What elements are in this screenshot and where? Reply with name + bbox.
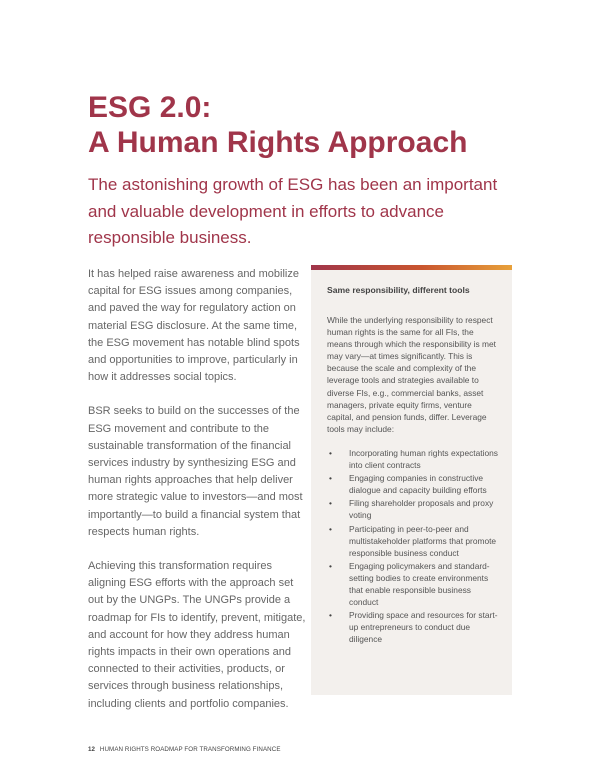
sidebar-box [311, 265, 512, 695]
bullet-icon: • [329, 523, 332, 534]
body-paragraph-3: Achieving this transformation requires aligning ESG efforts with the approach set out by the UNGPs. The UNGPs provide a roadmap for FIs to identify, prevent, mitigate, and account for how they address human rights impacts in their own operations and connected to their activities, products, or services through business relationships, including clients and portfolio companies. [88, 560, 306, 710]
page-number: 12 [88, 746, 96, 753]
body-paragraph-1: It has helped raise awareness and mobilize capital for ESG issues among companies, and paved the way for regulatory action on material ESG disclosure. At the same time, the ESG movement has notable blind spots and opportunities to improve, particularly in how it addresses social topics. [88, 268, 300, 384]
bullet-icon: • [329, 498, 332, 509]
title-line-2: A Human Rights Approach [88, 126, 468, 159]
list-item [327, 447, 500, 471]
running-title: HUMAN RIGHTS ROADMAP FOR TRANSFORMING FINANCE [99, 746, 281, 753]
list-item-text: Filing shareholder proposals and proxy voting [349, 498, 494, 521]
list-item [327, 609, 500, 645]
intro-paragraph: The astonishing growth of ESG has been an important and valuable development in efforts to advance responsible business. [88, 175, 498, 247]
body-paragraph-2: BSR seeks to build on the successes of the ESG movement and contribute to the sustainable transformation of the financial services industry by synthesizing ESG and human rights approaches that help deliver more strategic value to investors—and most importantly—to build a financial system that respects human rights. [88, 405, 303, 538]
sidebar-heading: Same responsibility, different tools [327, 285, 470, 295]
list-item [327, 497, 500, 521]
list-item-text: Participating in peer-to-peer and multistakeholder platforms that promote responsible business conduct [349, 523, 497, 558]
list-item-text: Engaging companies in constructive dialogue and capacity building efforts [349, 473, 487, 496]
bullet-icon: • [329, 560, 332, 571]
page-footer [88, 746, 281, 753]
sidebar-bullet-list [327, 447, 500, 646]
list-item [327, 523, 500, 559]
bullet-icon: • [329, 447, 332, 458]
bullet-icon: • [329, 473, 332, 484]
list-item [327, 560, 500, 608]
list-item [327, 472, 500, 496]
title-line-1: ESG 2.0: [88, 91, 212, 124]
list-item-text: Engaging policymakers and standard-setting bodies to create environments that enable responsible business conduct [349, 560, 490, 608]
list-item-text: Providing space and resources for start-up entrepreneurs to conduct due diligence [349, 610, 498, 645]
bullet-icon: • [329, 610, 332, 621]
list-item-text: Incorporating human rights expectations into client contracts [349, 447, 498, 471]
sidebar-lead: While the underlying responsibility to respect human rights is the same for all FIs, the means through which the responsibility is met may vary—at times significantly. This is because the scale and complexity of the leverage tools and strategies available to diverse FIs, e.g., commercial banks, asset managers, private equity firms, venture capital, and pension funds, differ. Leverage tools may include: [327, 315, 496, 434]
page-title [88, 90, 528, 160]
body-column [88, 266, 310, 730]
